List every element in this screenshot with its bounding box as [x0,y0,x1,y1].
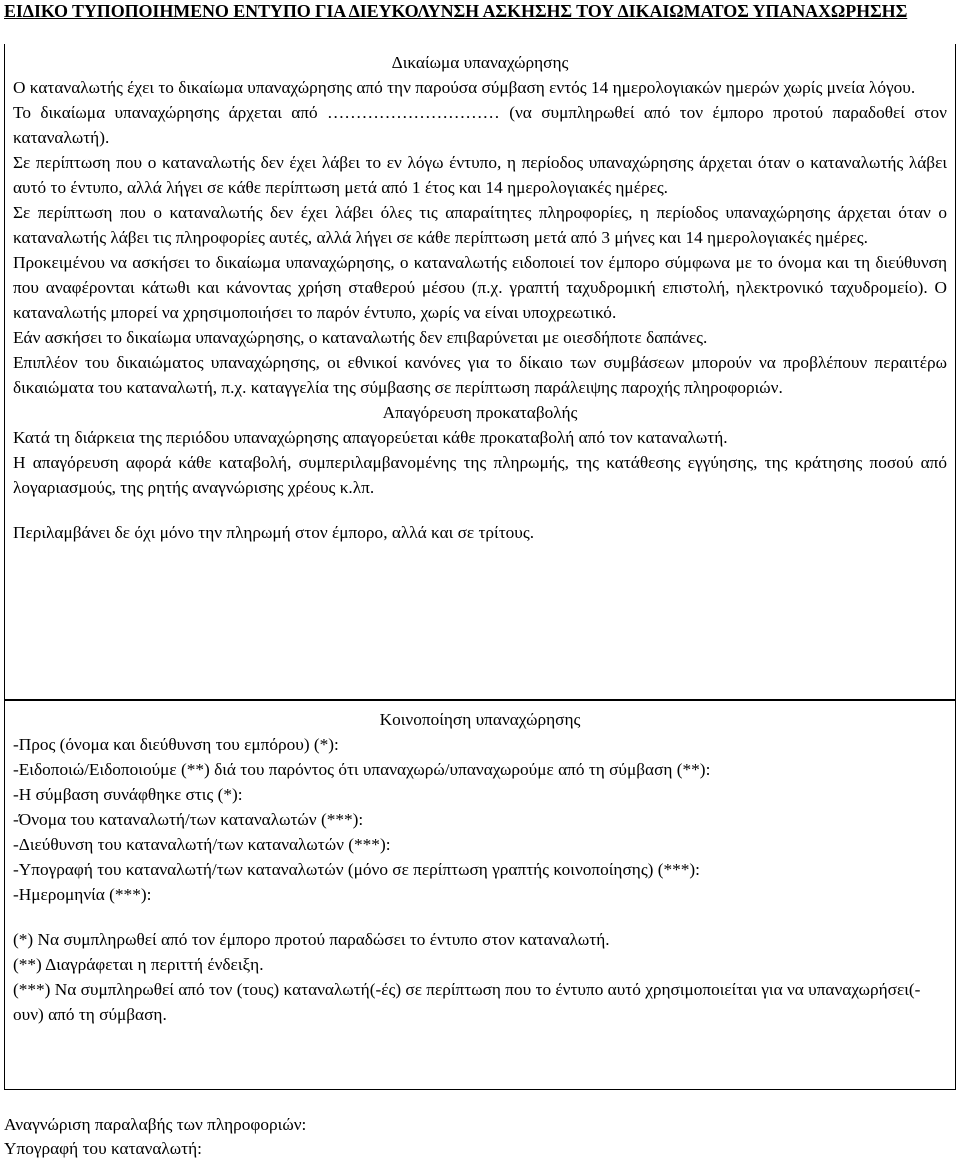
withdrawal-notice-box [4,700,956,1090]
footnote: (*) Να συμπληρωθεί από τον έμπορο προτού παραδώσει το έντυπο στον καταναλωτή. [13,930,610,949]
advance-ban-paragraph: Η απαγόρευση αφορά κάθε καταβολή, συμπεριλαμβανομένης της πληρωμής, της κατάθεσης εγγύησης, της κράτησης ποσού από λογαριασμούς, της ρητής αναγνώρισης χρέους κ.λπ. [13,453,947,497]
withdrawal-info-box [4,44,956,700]
withdrawal-paragraph: Το δικαίωμα υπαναχώρησης άρχεται από ………………………… (να συμπληρωθεί από τον έμπορο προτού παραδοθεί στον καταναλωτή). [13,103,947,147]
notice-heading: Κοινοποίηση υπαναχώρησης [379,710,581,729]
notice-field-line: -Υπογραφή του καταναλωτή/των καταναλωτών (μόνο σε περίπτωση γραπτής κοινοποίησης) (***): [13,860,700,879]
withdrawal-paragraph: Προκειμένου να ασκήσει το δικαίωμα υπαναχώρησης, ο καταναλωτής ειδοποιεί τον έμπορο σύμφωνα με το όνομα και τη διεύθυνση που αναφέρονται κάτωθι και κάνοντας χρήση σταθερού μέσου (π.χ. γραπτή ταχυδρομική επιστολή, ηλεκτρονικό ταχυδρομείο). Ο καταναλωτής μπορεί να χρησιμοποιήσει το παρόν έντυπο, χωρίς να είναι υποχρεωτικό. [13,253,947,322]
footnote: (***) Να συμπληρωθεί από τον (τους) καταναλωτή(-ές) σε περίπτωση που το έντυπο αυτό χρησιμοποιείται για να υπαναχωρήσει(-ουν) από τη σύμβαση. [13,980,921,1024]
withdrawal-paragraph: Ο καταναλωτής έχει το δικαίωμα υπαναχώρησης από την παρούσα σύμβαση εντός 14 ημερολογιακών ημερών χωρίς μνεία λόγου. [13,78,916,97]
withdrawal-paragraph: Επιπλέον του δικαιώματος υπαναχώρησης, οι εθνικοί κανόνες για το δίκαιο των συμβάσεων μπορούν να προβλέπουν περαιτέρω δικαιώματα του καταναλωτή, π.χ. καταγγελία της σύμβασης σε περίπτωση παράλειψης παροχής πληροφοριών. [13,353,947,397]
acknowledgement-section [4,1113,954,1161]
notice-field-line: -Όνομα του καταναλωτή/των καταναλωτών (***): [13,810,364,829]
notice-field-line: -Η σύμβαση συνάφθηκε στις (*): [13,785,243,804]
notice-field-line: -Διεύθυνση του καταναλωτή/των καταναλωτών (***): [13,835,391,854]
advance-ban-paragraph: Κατά τη διάρκεια της περιόδου υπαναχώρησης απαγορεύεται κάθε προκαταβολή από τον καταναλωτή. [13,428,728,447]
withdrawal-paragraph: Εάν ασκήσει το δικαίωμα υπαναχώρησης, ο καταναλωτής δεν επιβαρύνεται με οιεσδήποτε δαπάνες. [13,328,708,347]
consumer-signature-label: Υπογραφή του καταναλωτή: [4,1139,202,1158]
notice-field-line: -Ειδοποιώ/Ειδοποιούμε (**) διά του παρόντος ότι υπαναχωρώ/υπαναχωρούμε από τη σύμβαση (**): [13,760,711,779]
document-title: ΕΙΔΙΚΟ ΤΥΠΟΠΟΙΗΜΕΝΟ ΕΝΤΥΠΟ ΓΙΑ ΔΙΕΥΚΟΛΥΝΣΗ ΑΣΚΗΣΗΣ ΤΟΥ ΔΙΚΑΙΩΜΑΤΟΣ ΥΠΑΝΑΧΩΡΗΣΗΣ [4,1,908,21]
acknowledgement-received-label: Αναγνώριση παραλαβής των πληροφοριών: [4,1115,307,1134]
withdrawal-right-heading: Δικαίωμα υπαναχώρησης [391,53,569,72]
advance-ban-footer: Περιλαμβάνει δε όχι μόνο την πληρωμή στον έμπορο, αλλά και σε τρίτους. [13,523,535,542]
notice-field-line: -Προς (όνομα και διεύθυνση του εμπόρου) (*): [13,735,339,754]
footnote: (**) Διαγράφεται η περιττή ένδειξη. [13,955,264,974]
advance-ban-heading: Απαγόρευση προκαταβολής [382,403,578,422]
notice-field-line: -Ημερομηνία (***): [13,885,152,904]
withdrawal-paragraph: Σε περίπτωση που ο καταναλωτής δεν έχει λάβει όλες τις απαραίτητες πληροφορίες, η περίοδος υπαναχώρησης άρχεται όταν ο καταναλωτής λάβει τις πληροφορίες αυτές, αλλά λήγει σε κάθε περίπτωση μετά από 3 μήνες και 14 ημερολογιακές ημέρες. [13,203,947,247]
withdrawal-paragraph: Σε περίπτωση που ο καταναλωτής δεν έχει λάβει το εν λόγω έντυπο, η περίοδος υπαναχώρησης άρχεται όταν ο καταναλωτής λάβει αυτό το έντυπο, αλλά λήγει σε κάθε περίπτωση μετά από 1 έτος και 14 ημερολογιακές ημέρες. [13,153,947,197]
